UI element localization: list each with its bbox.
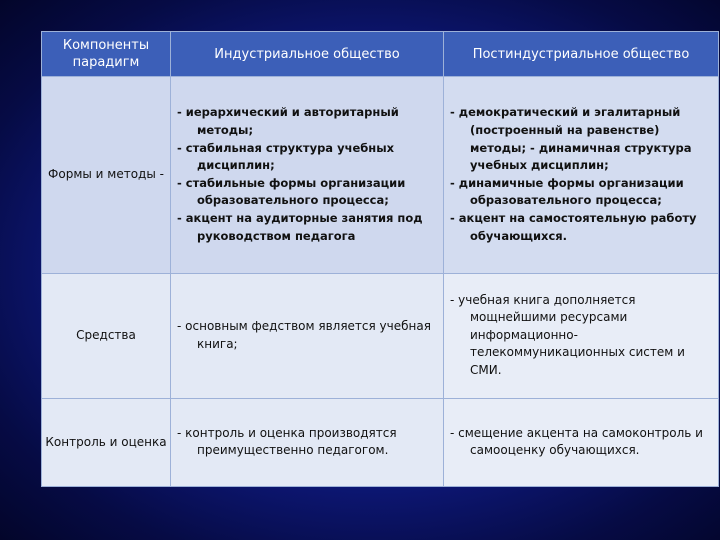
table-row-forms-methods xyxy=(42,77,719,273)
industrial-control-cell xyxy=(171,398,444,486)
list-item: - динамичные формы организации образовательного процесса; xyxy=(450,175,714,210)
header-industrial: Индустриальное общество xyxy=(171,32,444,77)
list-item: - иерархический и авторитарный методы; xyxy=(177,104,439,139)
list-item: - демократический и эгалитарный (построенный на равенстве) методы; - динамичная структура учебных дисциплин; xyxy=(450,104,714,174)
postindustrial-forms-methods-list xyxy=(444,104,718,245)
list-item: - стабильные формы организации образовательного процесса; xyxy=(177,175,439,210)
list-item: - акцент на аудиторные занятия под руководством педагога xyxy=(177,210,439,245)
postindustrial-means-list xyxy=(444,292,718,380)
component-means: Средства xyxy=(42,273,171,398)
list-item: - контроль и оценка производятся преимущественно педагогом. xyxy=(177,425,439,460)
list-item: - стабильная структура учебных дисциплин; xyxy=(177,140,439,175)
list-item: - акцент на самостоятельную работу обучающихся. xyxy=(450,210,714,245)
list-item: - основным федством является учебная книга; xyxy=(177,318,439,353)
table-row-control-assessment xyxy=(42,398,719,486)
header-postindustrial: Постиндустриальное общество xyxy=(444,32,719,77)
component-control-assessment: Контроль и оценка xyxy=(42,398,171,486)
postindustrial-control-list xyxy=(444,425,718,460)
postindustrial-means-cell xyxy=(444,273,719,398)
header-components: Компоненты парадигм xyxy=(42,32,171,77)
industrial-control-list xyxy=(171,425,443,460)
table-header-row xyxy=(42,32,719,77)
postindustrial-control-cell xyxy=(444,398,719,486)
industrial-means-list xyxy=(171,318,443,353)
list-item: - смещение акцента на самоконтроль и самооценку обучающихся. xyxy=(450,425,714,460)
postindustrial-forms-methods-cell xyxy=(444,77,719,273)
industrial-means-cell xyxy=(171,273,444,398)
component-forms-methods: Формы и методы - xyxy=(42,77,171,273)
table-row-means xyxy=(42,273,719,398)
list-item: - учебная книга дополняется мощнейшими ресурсами информационно-телекоммуникационных систем и СМИ. xyxy=(450,292,714,380)
industrial-forms-methods-list xyxy=(171,104,443,245)
paradigms-comparison-table xyxy=(41,31,719,487)
industrial-forms-methods-cell xyxy=(171,77,444,273)
